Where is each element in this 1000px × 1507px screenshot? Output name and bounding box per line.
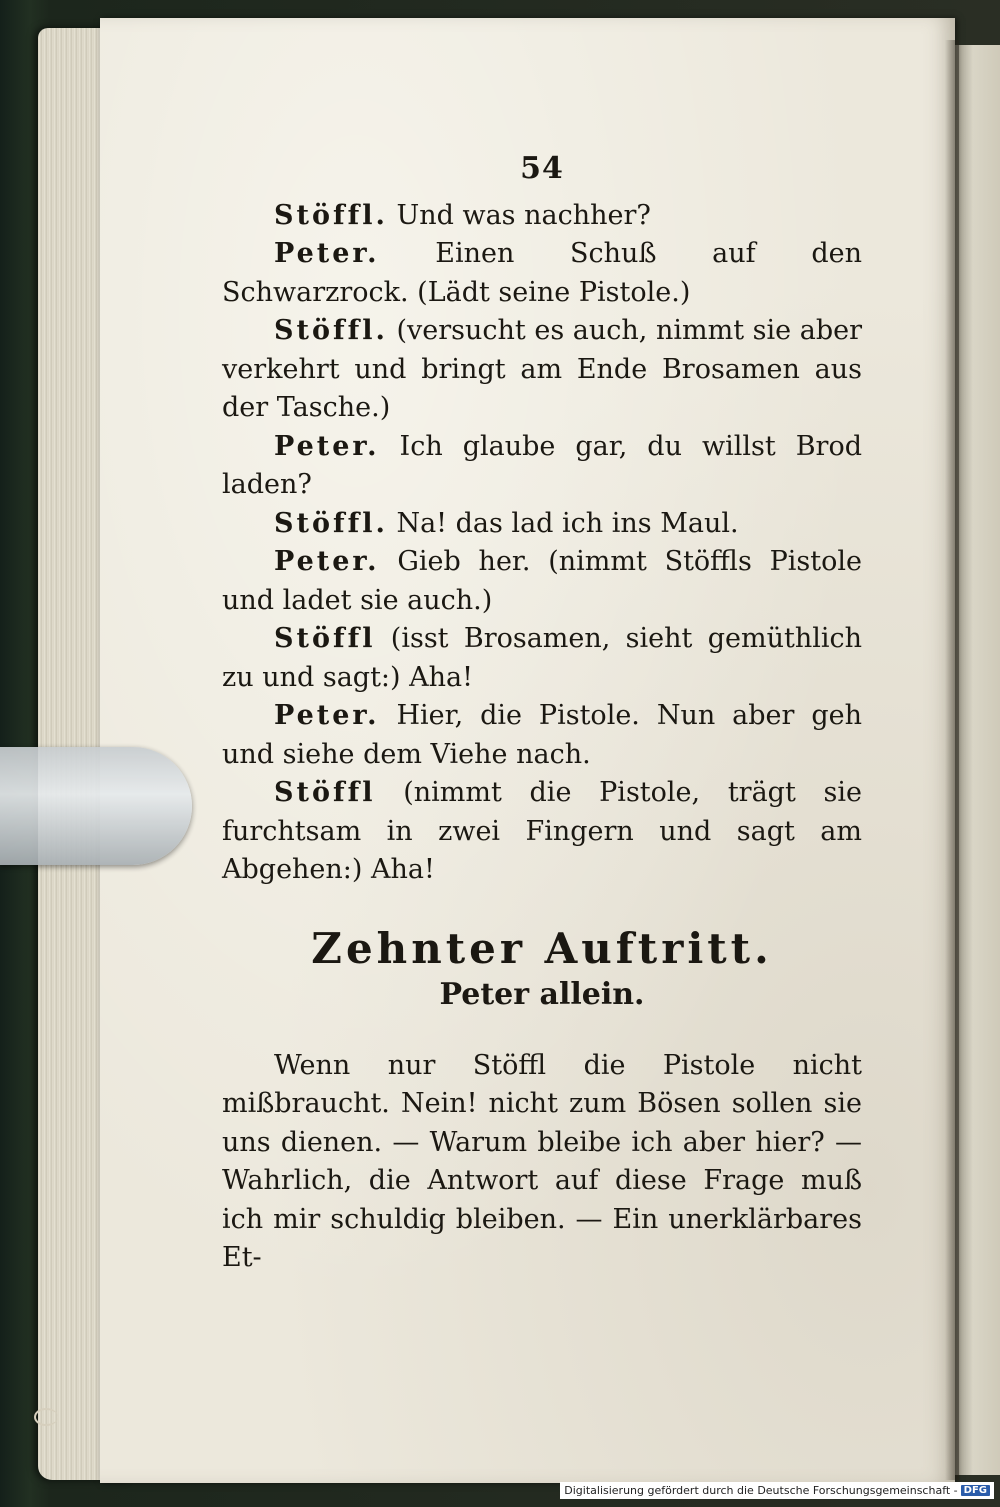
dialogue-text: Und was nachher? (387, 199, 651, 231)
dialogue-line (222, 428, 862, 505)
monologue-paragraph: Wenn nur Stöffl die Pistole nicht mißbraucht. Nein! nicht zum Bösen sollen sie uns dienen. — Warum bleibe ich aber hier? — Wahrlich, die Antwort auf diese Frage muß ich mir schuldig bleiben. — Ein unerklärbares Et- (222, 1049, 862, 1273)
dialogue-text: (nimmt die Pistole, trägt sie furchtsam in zwei Fingern und sagt am Abgehen:) Aha! (222, 777, 862, 885)
speaker-name: Stöffl (274, 777, 376, 808)
speaker-name: Peter. (274, 430, 380, 462)
dialogue-text: Hier, die Pistole. Nun aber geh und siehe dem Viehe nach. (222, 700, 862, 770)
dialogue-text: Gieb her. (nimmt Stöffls Pistole und ladet sie auch.) (222, 546, 862, 616)
scene-subheading: Peter allein. (439, 977, 645, 1012)
dialogue-text: Ich glaube gar, du willst Brod laden? (222, 430, 862, 500)
dialogue-text: (isst Brosamen, sieht gemüthlich zu und sagt:) Aha! (222, 623, 862, 693)
gutter-shadow (945, 40, 959, 1480)
dialogue-line (222, 774, 862, 890)
speaker-name: Stöffl. (274, 199, 388, 231)
page-number: 54 (520, 151, 564, 186)
dialogue-line (222, 543, 862, 620)
page-holder-clip (0, 747, 192, 865)
dialogue-line (222, 312, 862, 428)
bookmark-ribbon (34, 1408, 58, 1426)
speaker-name: Peter. (274, 238, 380, 269)
dialogue-line (222, 197, 862, 236)
speaker-name: Stöffl (274, 623, 376, 654)
speaker-name: Peter. (274, 700, 380, 731)
dialogue-text: Na! das lad ich ins Maul. (387, 507, 739, 539)
credit-text: Digitalisierung gefördert durch die Deutsche Forschungsgemeinschaft - (564, 1484, 958, 1497)
speaker-name: Stöffl. (274, 315, 388, 346)
dialogue-line (222, 235, 862, 312)
digitization-credit (560, 1482, 994, 1499)
dialogue-line (222, 505, 862, 544)
dfg-logo: DFG (961, 1485, 990, 1496)
dialogue-line (222, 697, 862, 774)
speaker-name: Peter. (274, 546, 380, 577)
dialogue-line (222, 620, 862, 697)
speaker-name: Stöffl. (274, 507, 388, 539)
facing-page-edge (955, 45, 1000, 1475)
scene-heading: Zehnter Auftritt. (311, 923, 773, 973)
page-text (222, 150, 862, 1278)
dialogue-text: (versucht es auch, nimmt sie aber verkehrt und bringt am Ende Brosamen aus der Tasche.) (222, 315, 862, 423)
dialogue-text: Einen Schuß auf den Schwarzrock. (Lädt seine Pistole.) (222, 238, 862, 308)
